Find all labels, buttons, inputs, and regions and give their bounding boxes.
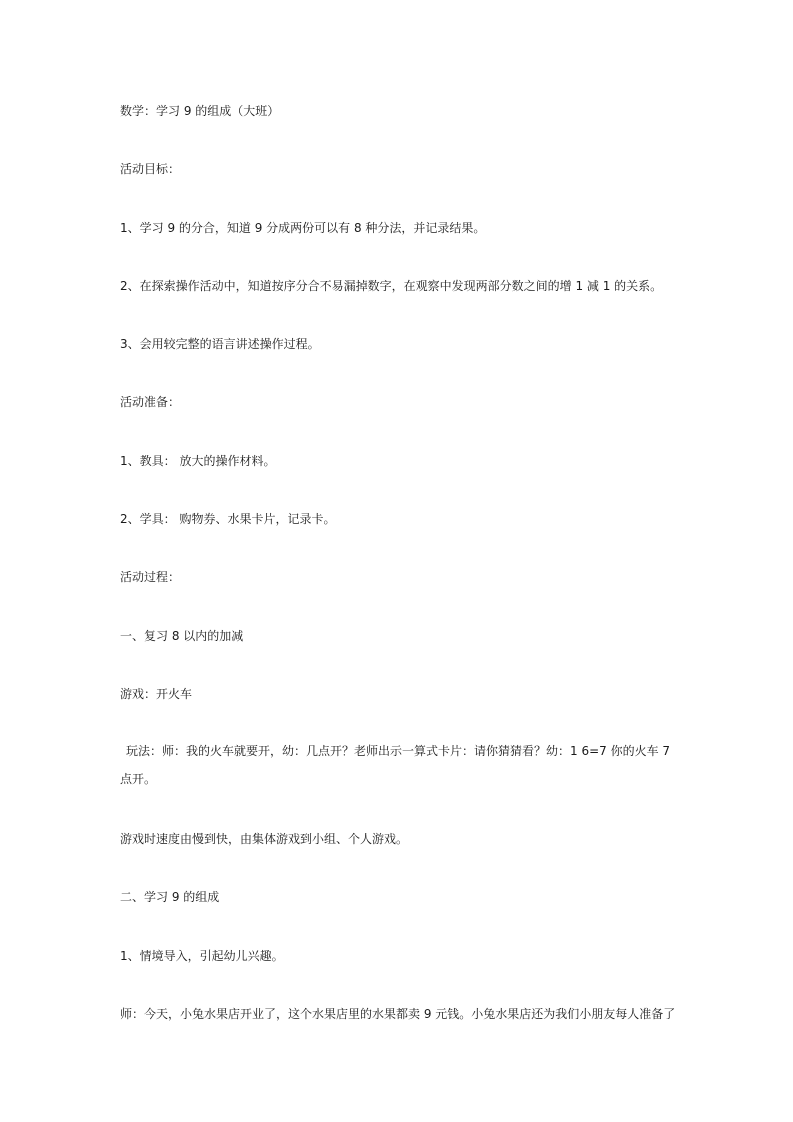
process-heading: 活动过程： [120, 570, 181, 584]
teacher-intro: 师：今天，小兔水果店开业了，这个水果店里的水果都卖 9 元钱。小兔水果店还为我们小朋友每人准备了 [120, 1007, 676, 1021]
section-2-heading: 二、学习 9 的组成 [120, 890, 220, 904]
goal-1: 1、学习 9 的分合，知道 9 分成两份可以有 8 种分法，并记录结果。 [120, 221, 486, 235]
goals-heading: 活动目标： [120, 162, 181, 176]
game-note: 游戏时速度由慢到快，由集体游戏到小组、个人游戏。 [120, 832, 409, 846]
step-1: 1、情境导入，引起幼儿兴趣。 [120, 949, 284, 963]
goal-3: 3、会用较完整的语言讲述操作过程。 [120, 337, 320, 351]
goal-2: 2、在探索操作活动中，知道按序分合不易漏掉数字，在观察中发现两部分数之间的增 1 减 1 的关系。 [120, 279, 663, 293]
prep-2: 2、学具： 购物券、水果卡片，记录卡。 [120, 512, 336, 526]
document-title: 数学：学习 9 的组成（大班） [120, 104, 280, 118]
prep-heading: 活动准备： [120, 395, 181, 409]
game-name: 游戏：开火车 [120, 687, 193, 701]
prep-1: 1、教具： 放大的操作材料。 [120, 454, 276, 468]
game-rules: 玩法：师：我的火车就要开，幼：几点开？老师出示一算式卡片：请你猜猜看？幼：1 6=7 你的火车 7 点开。 [120, 744, 671, 786]
section-1-heading: 一、复习 8 以内的加减 [120, 629, 244, 643]
